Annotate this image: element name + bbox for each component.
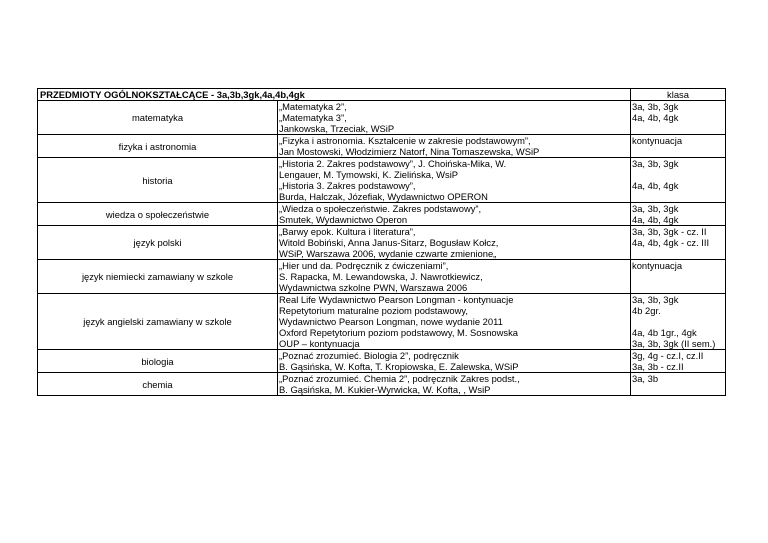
subject-row bbox=[38, 158, 726, 203]
textbook-line: Real Life Wydawnictwo Pearson Longman - kontynuacje bbox=[279, 294, 514, 305]
textbook-line: „Poznać zrozumieć. Chemia 2”, podręcznik Zakres podst., bbox=[279, 373, 520, 384]
subject-row bbox=[38, 135, 726, 158]
subject-row bbox=[38, 294, 726, 350]
class-cell bbox=[631, 294, 726, 350]
class-line: 4a, 4b, 4gk bbox=[632, 214, 679, 225]
textbook-line: Burda, Halczak, Józefiak, Wydawnictwo OPERON bbox=[279, 191, 488, 202]
subject-row bbox=[38, 260, 726, 294]
class-line: 4a, 4b 1gr., 4gk bbox=[632, 327, 697, 338]
textbook-line: „Matematyka 2”, bbox=[279, 101, 347, 112]
textbook-line: Wydawnictwa szkolne PWN, Warszawa 2006 bbox=[279, 282, 468, 293]
textbook-line: „Historia 2. Zakres podstawowy”, J. Choińska-Mika, W. bbox=[279, 158, 507, 169]
textbook-line: „Historia 3. Zakres podstawowy”, bbox=[279, 180, 416, 191]
subject-name: język angielski zamawiany w szkole bbox=[38, 294, 278, 350]
textbook-line: Jankowska, Trzeciak, WSiP bbox=[279, 123, 395, 134]
class-line: kontynuacja bbox=[632, 260, 683, 271]
textbook-line: Jan Mostowski, Włodzimierz Natorf, Nina Tomaszewska, WSiP bbox=[279, 146, 540, 157]
textbook-cell bbox=[278, 294, 631, 350]
subject-name: fizyka i astronomia bbox=[38, 135, 278, 158]
class-line: kontynuacja bbox=[632, 135, 683, 146]
textbook-line: „Wiedza o społeczeństwie. Zakres podstawowy”, bbox=[279, 203, 482, 214]
class-cell bbox=[631, 260, 726, 294]
class-line: 4a, 4b, 4gk bbox=[632, 112, 679, 123]
textbook-line: Lengauer, M. Tymowski, K. Zielińska, WsiP bbox=[279, 169, 459, 180]
textbook-line: Witold Bobiński, Anna Janus-Sitarz, Bogusław Kołcz, bbox=[279, 237, 499, 248]
class-line: 3g, 4g - cz.I, cz.II bbox=[632, 350, 704, 361]
class-line: 3a, 3b bbox=[632, 373, 659, 384]
class-line bbox=[632, 169, 724, 180]
class-cell bbox=[631, 101, 726, 135]
class-line: 3a, 3b - cz.II bbox=[632, 361, 684, 372]
subject-name: język polski bbox=[38, 226, 278, 260]
section-title: PRZEDMIOTY OGÓLNOKSZTAŁCĄCE - 3a,3b,3gk,4a,4b,4gk bbox=[38, 89, 631, 101]
class-cell bbox=[631, 373, 726, 396]
subject-name: matematyka bbox=[38, 101, 278, 135]
textbook-line: B. Gąsińska, W. Kofta, T. Kropiowska, E. Zalewska, WSiP bbox=[279, 361, 519, 372]
class-line bbox=[632, 316, 724, 327]
class-line bbox=[632, 384, 724, 395]
class-line: 4a, 4b, 4gk bbox=[632, 180, 679, 191]
class-line bbox=[632, 271, 724, 282]
textbook-line: Wydawnictwo Pearson Longman, nowe wydanie 2011 bbox=[279, 316, 503, 327]
class-line: 3a, 3b, 3gk bbox=[632, 101, 679, 112]
class-line bbox=[632, 248, 724, 259]
subject-row bbox=[38, 203, 726, 226]
class-cell bbox=[631, 135, 726, 158]
textbook-line: OUP – kontynuacja bbox=[279, 338, 360, 349]
subject-name: wiedza o społeczeństwie bbox=[38, 203, 278, 226]
textbook-cell bbox=[278, 260, 631, 294]
class-line: 4a, 4b, 4gk - cz. III bbox=[632, 237, 710, 248]
subject-row bbox=[38, 350, 726, 373]
textbook-line: Smutek, Wydawnictwo Operon bbox=[279, 214, 408, 225]
textbook-line: Oxford Repetytorium poziom podstawowy, M. Sosnowska bbox=[279, 327, 518, 338]
subject-name: język niemiecki zamawiany w szkole bbox=[38, 260, 278, 294]
textbook-line: Repetytorium maturalne poziom podstawowy, bbox=[279, 305, 468, 316]
textbook-line: B. Gąsińska, M. Kukier-Wyrwicka, W. Kofta, , WsiP bbox=[279, 384, 491, 395]
textbook-line: „Hier und da. Podręcznik z ćwiczeniami”, bbox=[279, 260, 449, 271]
subjects-table-body bbox=[38, 89, 726, 396]
textbook-line: WSiP, Warszawa 2006, wydanie czwarte zmienione„ bbox=[279, 248, 497, 259]
class-line: 3a, 3b, 3gk - cz. II bbox=[632, 226, 707, 237]
class-cell bbox=[631, 226, 726, 260]
textbook-cell bbox=[278, 373, 631, 396]
class-line bbox=[632, 191, 724, 202]
textbook-cell bbox=[278, 350, 631, 373]
class-line bbox=[632, 282, 724, 293]
textbook-cell bbox=[278, 226, 631, 260]
class-cell bbox=[631, 203, 726, 226]
class-line bbox=[632, 146, 724, 157]
textbook-line: „Matematyka 3”, bbox=[279, 112, 347, 123]
textbook-line: S. Rapacka, M. Lewandowska, J. Nawrotkiewicz, bbox=[279, 271, 483, 282]
textbook-cell bbox=[278, 158, 631, 203]
class-line: 3a, 3b, 3gk bbox=[632, 203, 679, 214]
class-cell bbox=[631, 158, 726, 203]
subject-name: chemia bbox=[38, 373, 278, 396]
header-row bbox=[38, 89, 726, 101]
class-line: 3a, 3b, 3gk (II sem.) bbox=[632, 338, 716, 349]
subject-row bbox=[38, 226, 726, 260]
class-line bbox=[632, 123, 724, 134]
class-cell bbox=[631, 350, 726, 373]
textbook-cell bbox=[278, 135, 631, 158]
class-line: 4b 2gr. bbox=[632, 305, 661, 316]
subjects-table bbox=[37, 88, 726, 396]
textbook-line: „Poznać zrozumieć. Biologia 2”, podręcznik bbox=[279, 350, 459, 361]
subject-row bbox=[38, 373, 726, 396]
textbook-line: „Fizyka i astronomia. Kształcenie w zakresie podstawowym”, bbox=[279, 135, 531, 146]
klasa-header: klasa bbox=[631, 89, 726, 101]
subject-name: historia bbox=[38, 158, 278, 203]
class-line: 3a, 3b, 3gk bbox=[632, 294, 679, 305]
subject-name: biologia bbox=[38, 350, 278, 373]
subject-row bbox=[38, 101, 726, 135]
textbook-cell bbox=[278, 101, 631, 135]
textbook-cell bbox=[278, 203, 631, 226]
textbook-line: „Barwy epok. Kultura i literatura”, bbox=[279, 226, 416, 237]
class-line: 3a, 3b, 3gk bbox=[632, 158, 679, 169]
